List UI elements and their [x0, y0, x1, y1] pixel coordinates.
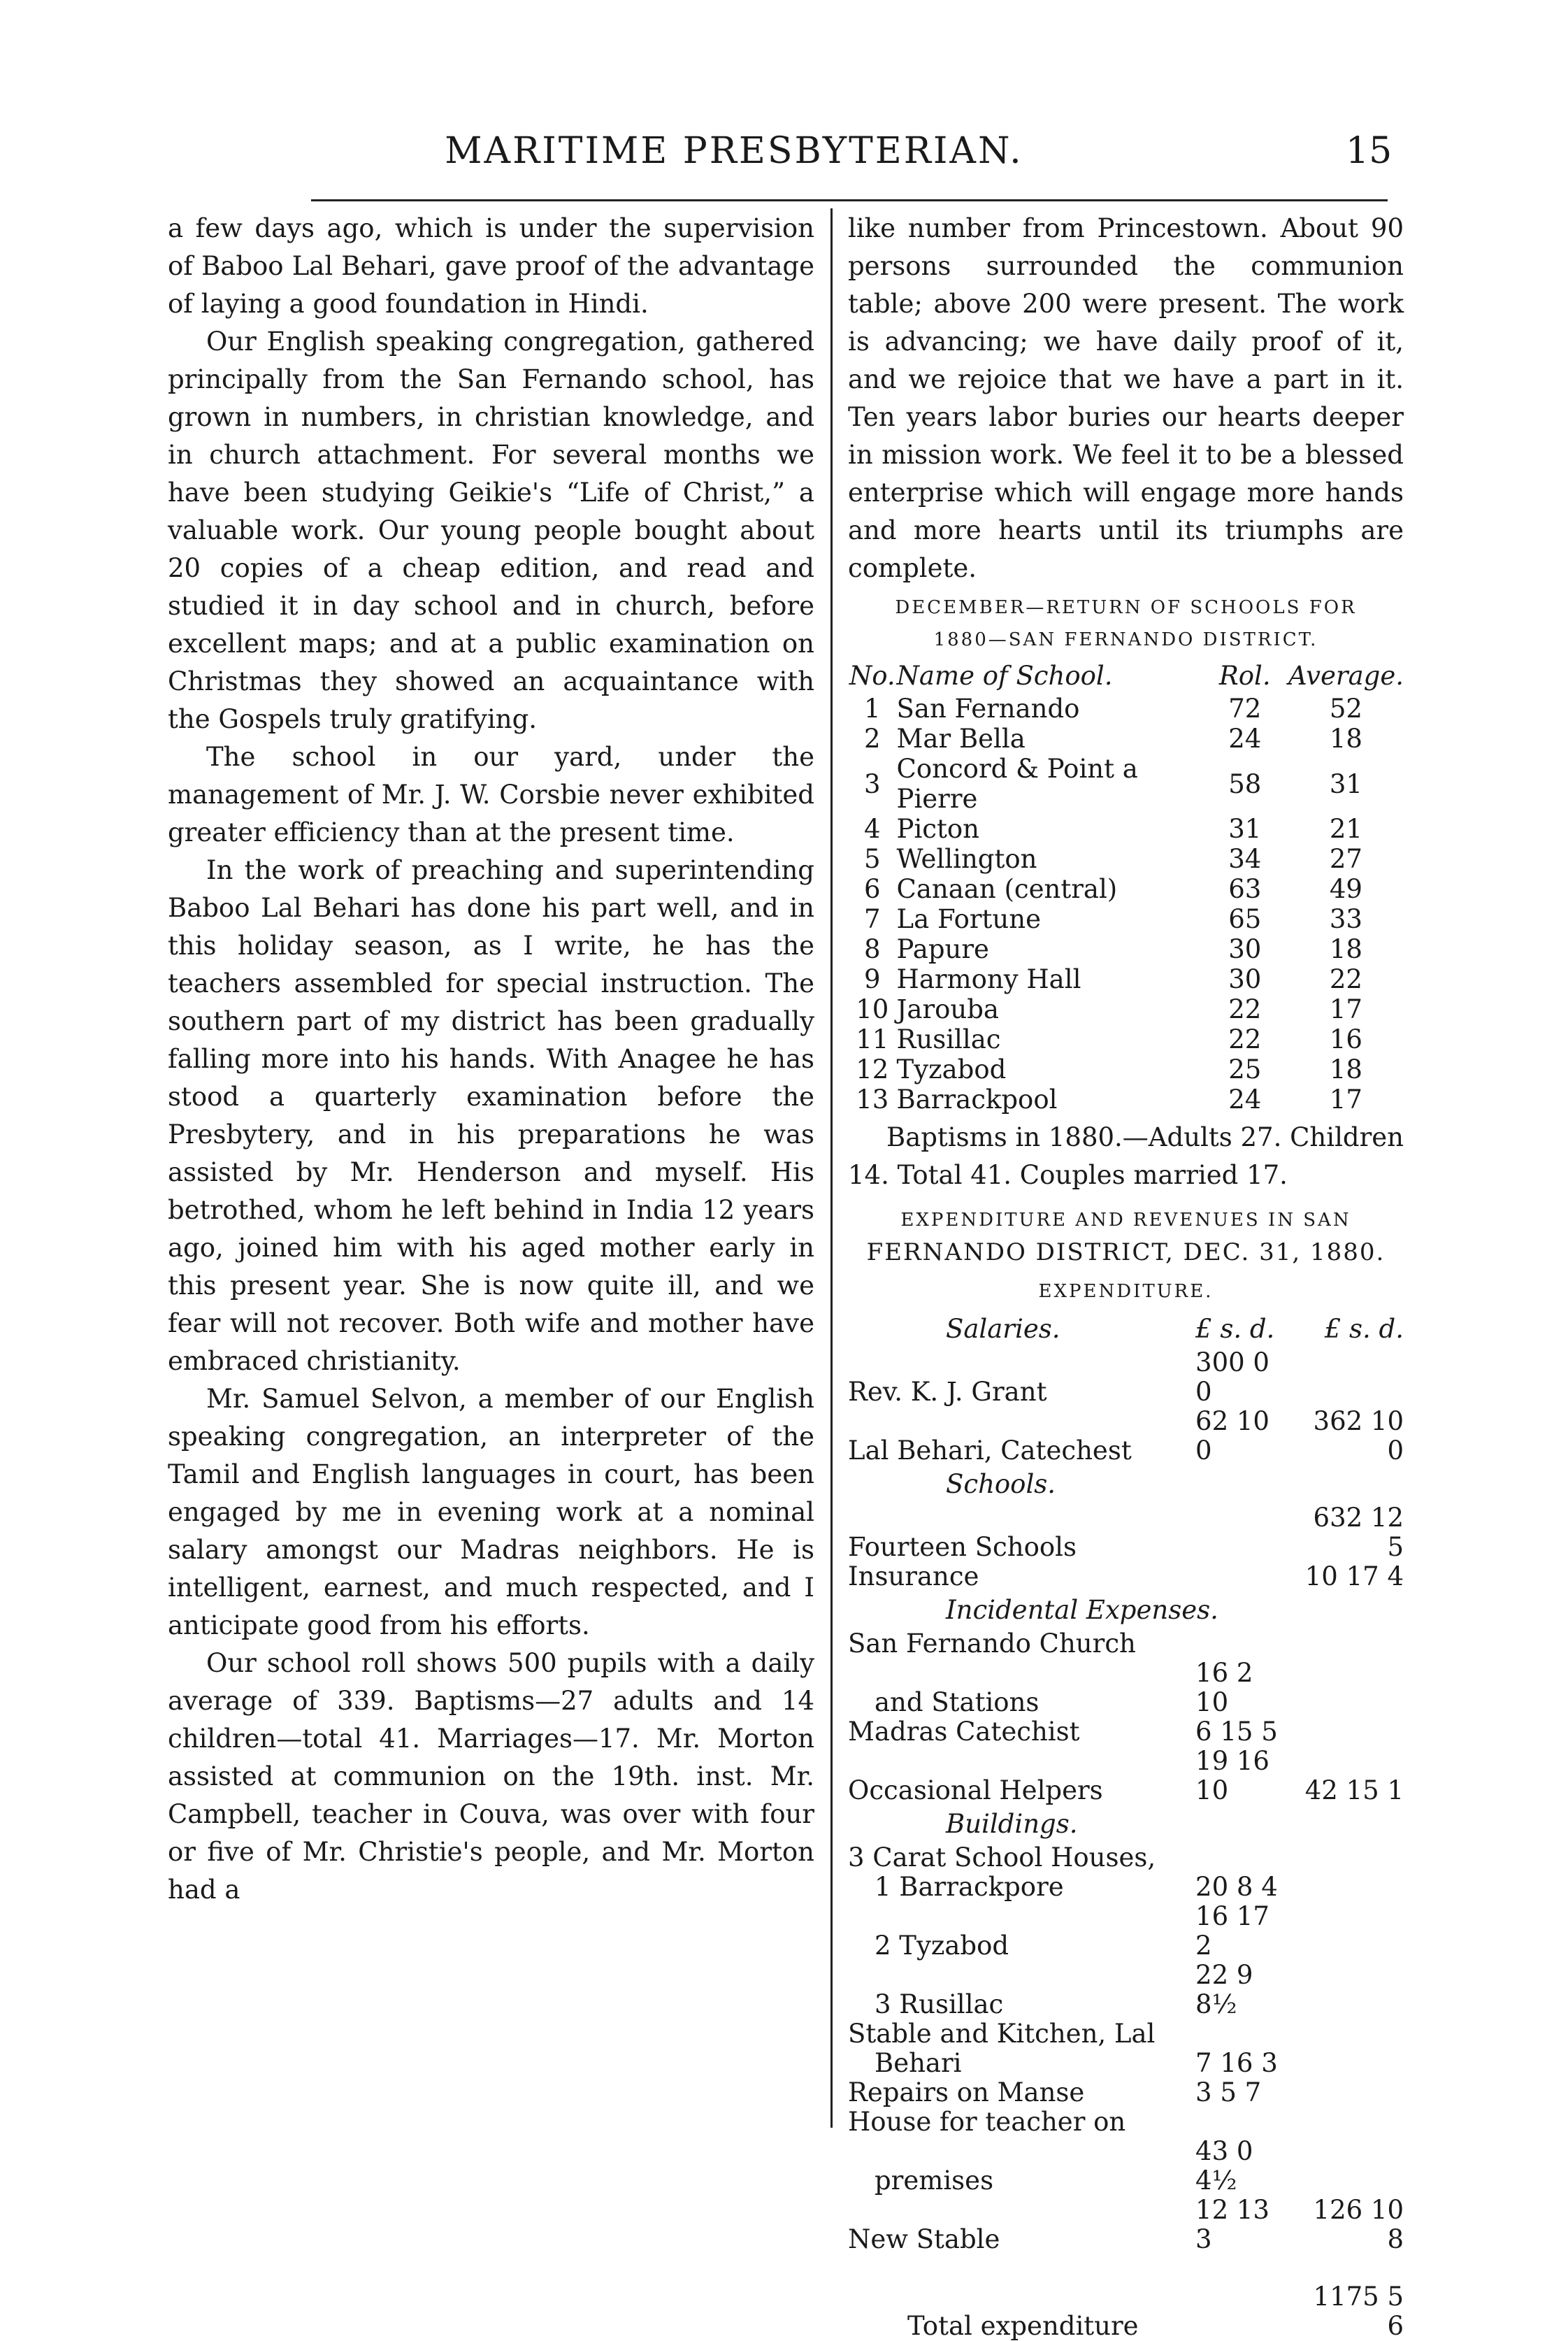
ledger-row — [848, 1503, 1404, 1562]
ledger-item-name: New Stable — [848, 2224, 1000, 2254]
table-row — [848, 724, 1404, 754]
ledger-item-amount: 62 10 0 — [1195, 1406, 1269, 1466]
ledger-item-name: premises — [875, 2165, 994, 2196]
header-average: Average. — [1288, 661, 1404, 691]
ledger-row — [848, 1717, 1404, 1747]
school-name: Wellington — [896, 844, 1037, 874]
ledger-item-amount — [1195, 1843, 1293, 1873]
schools-return-heading — [848, 592, 1404, 656]
expenditure-ledger — [848, 1310, 1404, 2341]
incidental-section-label: Incidental Expenses. — [946, 1595, 1218, 1625]
paragraph-samuel-selvon: Mr. Samuel Selvon, a member of our English speaking congregation, an interpreter of the Tamil and English languages in court, has been engaged by me in evening work at a nominal salary amongst our Madras neighbors. He is intelligent, earnest, and much respected, and I anticipate good from his efforts. — [168, 1384, 814, 1640]
ledger-item-amount: 22 9 8½ — [1195, 1960, 1253, 2019]
school-name: Tyzabod — [896, 1054, 1007, 1084]
ledger-row — [848, 1902, 1404, 1961]
ledger-item-name: Rev. K. J. Grant — [848, 1377, 1047, 1407]
ledger-item-name: and Stations — [875, 1687, 1040, 1717]
school-name: La Fortune — [896, 904, 1041, 934]
school-name: San Fernando — [896, 694, 1080, 724]
ledger-item-subtotal — [1293, 2049, 1404, 2078]
ledger-item-subtotal — [1293, 1659, 1404, 1717]
school-roll: 34 — [1228, 844, 1262, 874]
paragraph-english-congregation: Our English speaking congregation, gathered principally from the San Fernando school, has grown in numbers, in christian knowledge, and in church attachment. For several months we have been studying Geikie's “Life of Christ,” a valuable work. Our young people bought about 20 copies of a cheap edition, and read and studied it in day school and in church, before excellent maps; and at a public examination on Christmas they showed an acquaintance with the Gospels truly gratifying. — [168, 327, 814, 734]
ledger-item-amount: 20 8 4 — [1195, 1872, 1278, 1902]
ledger-item-name: Behari — [875, 2048, 962, 2078]
table-row — [848, 754, 1404, 814]
ledger-item-name: 2 Tyzabod — [875, 1931, 1009, 1961]
ledger-row — [848, 1407, 1404, 1466]
baptisms-note: Baptisms in 1880.—Adults 27. Children 14. Total 41. Couples married 17. — [848, 1122, 1404, 1190]
school-name: Rusillac — [896, 1024, 1001, 1054]
ledger-item-name: San Fernando Church — [848, 1628, 1136, 1659]
school-roll: 65 — [1228, 904, 1262, 934]
school-name: Concord & Point a Pierre — [896, 754, 1138, 814]
ledger-item-amount: 3 5 7 — [1195, 2077, 1262, 2107]
school-average: 52 — [1329, 694, 1362, 724]
ledger-item-subtotal — [1293, 2078, 1404, 2107]
school-roll: 63 — [1228, 874, 1262, 904]
header-rule — [311, 199, 1388, 201]
expenditure-heading-line-2: FERNANDO DISTRICT, DEC. 31, 1880. — [866, 1238, 1386, 1266]
table-header-row — [848, 659, 1404, 694]
school-name: Harmony Hall — [896, 964, 1081, 994]
school-roll: 30 — [1228, 934, 1262, 964]
school-name: Jarouba — [896, 994, 999, 1024]
header-name: Name of School. — [896, 661, 1113, 691]
ledger-item-name: Occasional Helpers — [848, 1775, 1103, 1805]
ledger-item-name: House for teacher on — [848, 2107, 1126, 2137]
ledger-item-subtotal — [1293, 2107, 1404, 2137]
currency-head-a: £ s. d. — [1195, 1314, 1275, 1344]
ledger-item-subtotal — [1293, 1717, 1404, 1747]
ledger-item-amount: 19 16 10 — [1195, 1746, 1269, 1805]
ledger-item-name: Insurance — [848, 1561, 979, 1591]
expenditure-heading-line-1: EXPENDITURE AND REVENUES IN SAN — [900, 1210, 1351, 1231]
ledger-item-subtotal: 126 10 8 — [1313, 2195, 1404, 2254]
table-row — [848, 844, 1404, 874]
expenditure-subheading: EXPENDITURE. — [1038, 1281, 1214, 1302]
school-no: 6 — [864, 874, 881, 904]
school-name: Mar Bella — [896, 724, 1026, 754]
ledger-row — [848, 2137, 1404, 2196]
school-average: 31 — [1329, 768, 1362, 799]
school-average: 21 — [1329, 814, 1362, 844]
left-column — [168, 210, 814, 1909]
table-row — [848, 994, 1404, 1024]
table-row — [848, 694, 1404, 724]
school-no: 1 — [864, 694, 881, 724]
table-row — [848, 934, 1404, 964]
ledger-row — [848, 1348, 1404, 1407]
school-average: 49 — [1329, 874, 1362, 904]
school-average: 18 — [1329, 1054, 1362, 1084]
ledger-item-subtotal: 10 17 4 — [1304, 1561, 1404, 1591]
ledger-row — [848, 2019, 1404, 2049]
school-roll: 22 — [1228, 1024, 1262, 1054]
ledger-item-subtotal — [1293, 1348, 1404, 1407]
paragraph-continued: a few days ago, which is under the supervision of Baboo Lal Behari, gave proof of the advantage of laying a good foundation in Hindi. — [168, 213, 814, 319]
school-average: 22 — [1329, 964, 1362, 994]
table-row — [848, 904, 1404, 934]
ledger-item-name: 3 Rusillac — [875, 1989, 1004, 2019]
ledger-row — [848, 2049, 1404, 2078]
schools-return-heading-line-2: 1880—SAN FERNANDO DISTRICT. — [933, 629, 1318, 650]
expenditure-heading — [848, 1204, 1404, 1308]
school-no: 11 — [856, 1024, 889, 1054]
total-value: 1175 5 6 — [1313, 2282, 1404, 2341]
ledger-item-amount — [1195, 1503, 1293, 1562]
buildings-section — [848, 1805, 1404, 1843]
table-row — [848, 1024, 1404, 1054]
paragraph-school-roll: Our school roll shows 500 pupils with a daily average of 339. Baptisms—27 adults and 14 children—total 41. Marriages—17. Mr. Morton assisted at communion on the 19th. inst. Mr. Campbell, teacher in Couva, was over with four or five of Mr. Christie's people, and Mr. Morton had a — [168, 1648, 814, 1905]
ledger-item-amount — [1195, 2019, 1293, 2049]
ledger-item-subtotal — [1293, 1961, 1404, 2019]
school-no: 4 — [864, 814, 881, 844]
ledger-item-subtotal — [1293, 1902, 1404, 1961]
ledger-item-name: 3 Carat School Houses, — [848, 1842, 1156, 1873]
school-no: 3 — [864, 768, 881, 799]
ledger-item-amount: 16 2 10 — [1195, 1658, 1253, 1717]
ledger-item-amount: 7 16 3 — [1195, 2048, 1278, 2078]
school-roll: 24 — [1228, 724, 1262, 754]
table-row — [848, 874, 1404, 904]
ledger-item-amount: 43 0 4½ — [1195, 2136, 1253, 2196]
school-name: Picton — [896, 814, 979, 844]
school-average: 18 — [1329, 934, 1362, 964]
ledger-row — [848, 1961, 1404, 2019]
ledger-item-name: Stable and Kitchen, Lal — [848, 2019, 1156, 2049]
table-row — [848, 1084, 1404, 1115]
ledger-item-subtotal — [1293, 2137, 1404, 2196]
paragraph-communion: like number from Princestown. About 90 persons surrounded the communion table; above 200 were present. The work is advancing; we have daily proof of it, and we rejoice that we have a part in it. Ten years labor buries our hearts deeper in mission work. We feel it to be a blessed enterprise which will engage more hands and more hearts until its triumphs are complete. — [848, 213, 1404, 583]
right-column — [848, 210, 1404, 2341]
school-average: 27 — [1329, 844, 1362, 874]
ledger-row — [848, 2196, 1404, 2254]
ledger-item-name: Madras Catechist — [848, 1717, 1080, 1747]
school-name: Papure — [896, 934, 989, 964]
buildings-section-label: Buildings. — [946, 1809, 1078, 1839]
school-no: 12 — [856, 1054, 889, 1084]
paragraph-school-in-yard: The school in our yard, under the management of Mr. J. W. Corsbie never exhibited greater efficiency than at the present time. — [168, 742, 814, 847]
ledger-row — [848, 2078, 1404, 2107]
table-row — [848, 964, 1404, 994]
ledger-row — [848, 1629, 1404, 1659]
school-no: 7 — [864, 904, 881, 934]
column-divider — [830, 208, 833, 2128]
ledger-item-amount: 12 13 3 — [1195, 2195, 1269, 2254]
ledger-row — [848, 2107, 1404, 2137]
school-no: 8 — [864, 934, 881, 964]
school-name: Barrackpool — [896, 1084, 1058, 1115]
school-no: 13 — [856, 1084, 889, 1115]
ledger-column-head — [848, 1310, 1404, 1348]
school-name: Canaan (central) — [896, 874, 1118, 904]
ledger-item-name: 1 Barrackpore — [875, 1872, 1064, 1902]
paragraph-preaching: In the work of preaching and superintending Baboo Lal Behari has done his part well, and in this holiday season, as I write, he has the teachers assembled for special instruction. The southern part of my district has been gradually falling more into his hands. With Anagee he has stood a quarterly examination before the Presbytery, and in his preparations he was assisted by Mr. Henderson and myself. His betrothed, whom he left behind in India 12 years ago, joined him with his aged mother early in this present year. She is now quite ill, and we fear will not recover. Both wife and mother have embraced christianity. — [168, 855, 814, 1376]
schools-return-table — [848, 659, 1404, 1115]
ledger-row — [848, 1747, 1404, 1805]
school-roll: 24 — [1228, 1084, 1262, 1115]
total-label: Total expenditure — [907, 2311, 1139, 2341]
currency-head-b: £ s. d. — [1324, 1314, 1404, 1344]
school-no: 9 — [864, 964, 881, 994]
school-roll: 25 — [1228, 1054, 1262, 1084]
ledger-item-name: Repairs on Manse — [848, 2077, 1085, 2107]
school-average: 33 — [1329, 904, 1362, 934]
school-no: 10 — [856, 994, 889, 1024]
ledger-item-amount — [1195, 1562, 1293, 1591]
ledger-item-subtotal: 362 10 0 — [1313, 1406, 1404, 1466]
school-average: 16 — [1329, 1024, 1362, 1054]
ledger-row — [848, 1659, 1404, 1717]
total-row — [848, 2254, 1404, 2341]
schools-section-label: Schools. — [946, 1469, 1056, 1499]
school-no: 5 — [864, 844, 881, 874]
ledger-row — [848, 1843, 1404, 1873]
running-head-title: MARITIME PRESBYTERIAN. — [445, 130, 1023, 172]
schools-section — [848, 1466, 1404, 1503]
ledger-item-subtotal — [1293, 1843, 1404, 1873]
header-no: No. — [849, 661, 896, 691]
school-average: 17 — [1329, 1084, 1362, 1115]
school-roll: 72 — [1228, 694, 1262, 724]
salaries-label: Salaries. — [946, 1314, 1060, 1344]
page-number: 15 — [1346, 130, 1393, 172]
table-row — [848, 1054, 1404, 1084]
incidental-section — [848, 1591, 1404, 1629]
ledger-item-amount — [1195, 2107, 1293, 2137]
schools-return-heading-line-1: DECEMBER—RETURN OF SCHOOLS FOR — [895, 597, 1357, 618]
school-roll: 22 — [1228, 994, 1262, 1024]
ledger-item-amount: 6 15 5 — [1195, 1717, 1278, 1747]
ledger-item-amount: 300 0 0 — [1195, 1347, 1269, 1407]
ledger-row — [848, 1562, 1404, 1591]
ledger-item-subtotal: 42 15 1 — [1304, 1775, 1404, 1805]
ledger-item-name: Fourteen Schools — [848, 1532, 1077, 1562]
header-roll: Rol. — [1218, 661, 1271, 691]
school-roll: 30 — [1228, 964, 1262, 994]
school-average: 18 — [1329, 724, 1362, 754]
school-average: 17 — [1329, 994, 1362, 1024]
ledger-item-subtotal — [1293, 2019, 1404, 2049]
ledger-item-subtotal — [1293, 1629, 1404, 1659]
ledger-item-name: Lal Behari, Catechest — [848, 1436, 1132, 1466]
table-row — [848, 814, 1404, 844]
ledger-item-amount: 16 17 2 — [1195, 1901, 1269, 1961]
ledger-row — [848, 1873, 1404, 1902]
school-no: 2 — [864, 724, 881, 754]
school-roll: 31 — [1228, 814, 1262, 844]
school-roll: 58 — [1228, 768, 1262, 799]
ledger-item-subtotal — [1293, 1873, 1404, 1902]
ledger-item-subtotal: 632 12 5 — [1313, 1503, 1404, 1562]
ledger-item-amount — [1195, 1629, 1293, 1659]
